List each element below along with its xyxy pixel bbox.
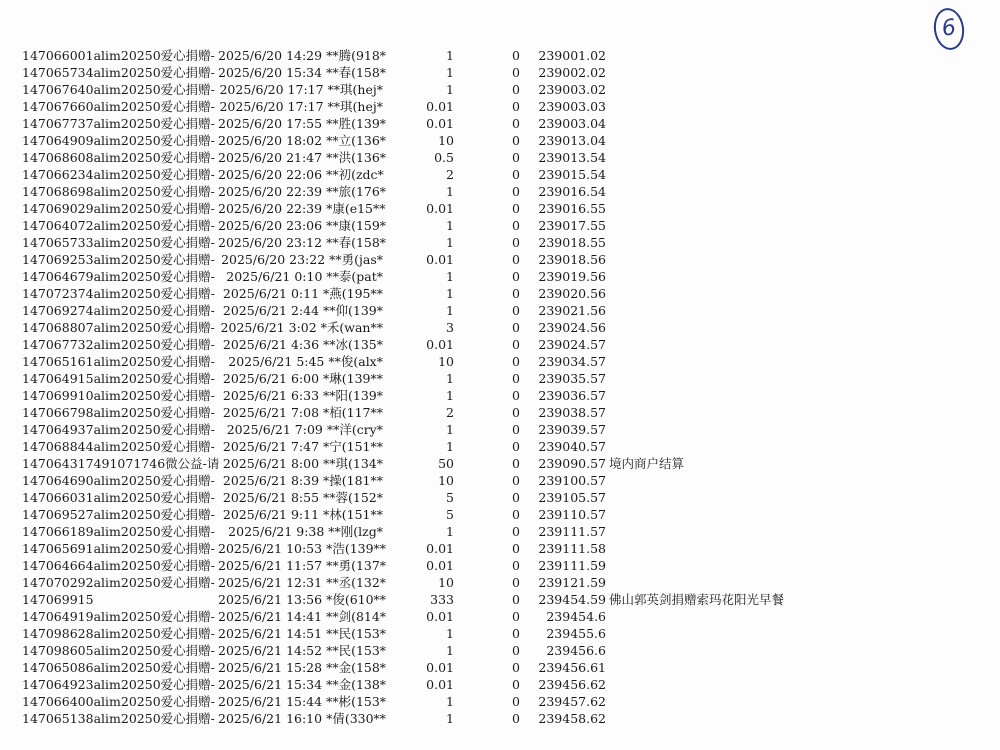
expense-cell: 0 [512,65,520,80]
expense-cell: 0 [512,490,520,505]
expense-cell: 0 [512,82,520,97]
time-donor-cell: 2025/6/21 8:39 *操(181** [222,473,383,488]
time-donor-cell: 2025/6/21 7:08 *栢(117** [222,405,383,420]
expense-cell: 0 [512,184,520,199]
order-cell: 147064915alim20250爱心捐赠- [22,371,215,386]
order-cell: 147064909alim20250爱心捐赠- [22,133,215,148]
balance-cell: 239458.62 [538,711,606,726]
order-cell: 147067732alim20250爱心捐赠- [22,337,215,352]
amount-cell: 1 [446,218,454,233]
expense-cell: 0 [512,286,520,301]
order-cell: 147064317491071746微公益-请 [22,456,220,471]
amount-cell: 0.01 [426,660,454,675]
balance-cell: 239017.55 [538,218,606,233]
balance-cell: 239013.04 [538,133,606,148]
time-donor-cell: 2025/6/20 14:29 **腾(918* [218,48,387,63]
table-row [0,336,1000,353]
time-donor-cell: 2025/6/20 18:02 **立(136* [218,133,387,148]
balance-cell: 239039.57 [538,422,606,437]
amount-cell: 1 [446,388,454,403]
balance-cell: 239111.59 [538,558,606,573]
time-donor-cell: 2025/6/21 12:31 **丞(132* [218,575,387,590]
expense-cell: 0 [512,303,520,318]
amount-cell: 0.01 [426,558,454,573]
expense-cell: 0 [512,558,520,573]
time-donor-cell: 2025/6/20 21:47 **洪(136* [218,150,387,165]
balance-cell: 239001.02 [538,48,606,63]
table-row [0,183,1000,200]
time-donor-cell: 2025/6/20 22:39 **旅(176* [218,184,387,199]
order-cell: 147064937alim20250爱心捐赠- [22,422,215,437]
table-row [0,625,1000,642]
balance-cell: 239040.57 [538,439,606,454]
amount-cell: 0.5 [434,150,454,165]
balance-cell: 239111.58 [538,541,606,556]
amount-cell: 0.01 [426,677,454,692]
amount-cell: 1 [446,711,454,726]
expense-cell: 0 [512,507,520,522]
balance-cell: 239036.57 [538,388,606,403]
expense-cell: 0 [512,626,520,641]
balance-cell: 239015.54 [538,167,606,182]
table-row [0,404,1000,421]
order-cell: 147070292alim20250爱心捐赠- [22,575,215,590]
time-donor-cell: 2025/6/21 4:36 **冰(135* [222,337,383,352]
balance-cell: 239002.02 [538,65,606,80]
table-row [0,370,1000,387]
expense-cell: 0 [512,677,520,692]
table-row [0,319,1000,336]
expense-cell: 0 [512,116,520,131]
table-row [0,217,1000,234]
amount-cell: 1 [446,371,454,386]
time-donor-cell: 2025/6/20 23:12 **春(158* [218,235,387,250]
table-row [0,268,1000,285]
expense-cell: 0 [512,541,520,556]
amount-cell: 0.01 [426,116,454,131]
balance-cell: 239016.55 [538,201,606,216]
amount-cell: 50 [438,456,454,471]
expense-cell: 0 [512,456,520,471]
table-row [0,489,1000,506]
order-cell: 147068844alim20250爱心捐赠- [22,439,215,454]
balance-cell: 239024.56 [538,320,606,335]
amount-cell: 10 [438,575,454,590]
table-row [0,353,1000,370]
amount-cell: 0.01 [426,201,454,216]
amount-cell: 3 [446,320,454,335]
order-cell: 147064923alim20250爱心捐赠- [22,677,215,692]
balance-cell: 239034.57 [538,354,606,369]
time-donor-cell: 2025/6/21 6:33 **阳(139* [222,388,383,403]
time-donor-cell: 2025/6/21 9:11 *林(151** [222,507,383,522]
time-donor-cell: 2025/6/21 15:28 **金(158* [218,660,387,675]
table-row [0,710,1000,727]
time-donor-cell: 2025/6/20 23:06 **康(159* [218,218,387,233]
balance-cell: 239035.57 [538,371,606,386]
expense-cell: 0 [512,320,520,335]
order-cell: 147098628alim20250爱心捐赠- [22,626,215,641]
amount-cell: 5 [446,507,454,522]
table-row [0,47,1000,64]
order-cell: 147068698alim20250爱心捐赠- [22,184,215,199]
time-donor-cell: 2025/6/20 22:39 *康(e15** [218,201,386,216]
order-cell: 147065138alim20250爱心捐赠- [22,711,215,726]
time-donor-cell: 2025/6/21 16:10 *倩(330** [218,711,387,726]
time-donor-cell: 2025/6/21 6:00 *琳(139** [222,371,383,386]
order-cell: 147064679alim20250爱心捐赠- [22,269,215,284]
balance-cell: 239003.04 [538,116,606,131]
amount-cell: 1 [446,82,454,97]
balance-cell: 239110.57 [538,507,606,522]
balance-cell: 239100.57 [538,473,606,488]
order-cell: 147065733alim20250爱心捐赠- [22,235,215,250]
amount-cell: 0.01 [426,337,454,352]
donation-ledger [0,47,1000,727]
amount-cell: 2 [446,405,454,420]
balance-cell: 239105.57 [538,490,606,505]
time-donor-cell: 2025/6/21 7:47 *宁(151** [222,439,383,454]
expense-cell: 0 [512,48,520,63]
time-donor-cell: 2025/6/21 9:38 **刚(lzg* [228,524,383,539]
amount-cell: 1 [446,626,454,641]
expense-cell: 0 [512,354,520,369]
expense-cell: 0 [512,99,520,114]
balance-cell: 239090.57 [538,456,606,471]
amount-cell: 1 [446,235,454,250]
order-cell: 147066234alim20250爱心捐赠- [22,167,215,182]
table-row [0,302,1000,319]
order-cell: 147066400alim20250爱心捐赠- [22,694,215,709]
table-row [0,472,1000,489]
order-cell: 147069915 [22,592,94,607]
expense-cell: 0 [512,439,520,454]
table-row [0,251,1000,268]
time-donor-cell: 2025/6/21 15:44 **彬(153* [218,694,387,709]
expense-cell: 0 [512,252,520,267]
table-row [0,574,1000,591]
expense-cell: 0 [512,660,520,675]
order-cell: 147068608alim20250爱心捐赠- [22,150,215,165]
amount-cell: 10 [438,133,454,148]
table-row [0,591,1000,608]
time-donor-cell: 2025/6/21 10:53 *浩(139** [218,541,387,556]
balance-cell: 239121.59 [538,575,606,590]
expense-cell: 0 [512,218,520,233]
amount-cell: 1 [446,524,454,539]
balance-cell: 239021.56 [538,303,606,318]
time-donor-cell: 2025/6/21 3:02 *禾(wan** [220,320,383,335]
order-cell: 147066001alim20250爱心捐赠- [22,48,215,63]
table-row [0,81,1000,98]
order-cell: 147067660alim20250爱心捐赠- [22,99,215,114]
balance-cell: 239454.59 [538,592,606,607]
time-donor-cell: 2025/6/21 0:11 *燕(195** [222,286,383,301]
order-cell: 147064072alim20250爱心捐赠- [22,218,215,233]
amount-cell: 1 [446,422,454,437]
expense-cell: 0 [512,524,520,539]
table-row [0,149,1000,166]
amount-cell: 333 [430,592,454,607]
amount-cell: 1 [446,439,454,454]
time-donor-cell: 2025/6/20 17:55 **胜(139* [218,116,387,131]
expense-cell: 0 [512,473,520,488]
expense-cell: 0 [512,269,520,284]
time-donor-cell: 2025/6/21 7:09 **洋(cry* [226,422,383,437]
table-row [0,200,1000,217]
table-row [0,506,1000,523]
order-cell: 147098605alim20250爱心捐赠- [22,643,215,658]
table-row [0,557,1000,574]
table-row [0,608,1000,625]
table-row [0,523,1000,540]
order-cell: 147065691alim20250爱心捐赠- [22,541,215,556]
table-row [0,438,1000,455]
order-cell: 147064690alim20250爱心捐赠- [22,473,215,488]
amount-cell: 1 [446,269,454,284]
balance-cell: 239013.54 [538,150,606,165]
time-donor-cell: 2025/6/21 5:45 **俊(alx* [228,354,383,369]
expense-cell: 0 [512,711,520,726]
order-cell: 147069253alim20250爱心捐赠- [22,252,215,267]
expense-cell: 0 [512,150,520,165]
amount-cell: 0.01 [426,541,454,556]
table-row [0,455,1000,472]
balance-cell: 239020.56 [538,286,606,301]
amount-cell: 1 [446,48,454,63]
balance-cell: 239456.6 [546,643,606,658]
table-row [0,285,1000,302]
amount-cell: 1 [446,303,454,318]
time-donor-cell: 2025/6/21 13:56 *俊(610** [218,592,387,607]
order-cell: 147069029alim20250爱心捐赠- [22,201,215,216]
order-cell: 147072374alim20250爱心捐赠- [22,286,215,301]
time-donor-cell: 2025/6/20 17:17 **琪(hej* [219,82,383,97]
time-donor-cell: 2025/6/21 11:57 **勇(137* [218,558,387,573]
balance-cell: 239024.57 [538,337,606,352]
order-cell: 147069910alim20250爱心捐赠- [22,388,215,403]
table-row [0,540,1000,557]
order-cell: 147069527alim20250爱心捐赠- [22,507,215,522]
table-row [0,132,1000,149]
amount-cell: 1 [446,694,454,709]
expense-cell: 0 [512,371,520,386]
time-donor-cell: 2025/6/20 23:22 **勇(jas* [221,252,383,267]
handwritten-page-number: 6 [931,6,967,52]
table-row [0,421,1000,438]
table-row [0,642,1000,659]
table-row [0,676,1000,693]
time-donor-cell: 2025/6/20 22:06 **初(zdc* [218,167,384,182]
time-donor-cell: 2025/6/21 14:41 **剑(814* [218,609,387,624]
balance-cell: 239038.57 [538,405,606,420]
time-donor-cell: 2025/6/20 15:34 **春(158* [218,65,387,80]
note-cell: 佛山郭英剑捐赠索玛花阳光早餐 [609,592,785,607]
expense-cell: 0 [512,643,520,658]
expense-cell: 0 [512,201,520,216]
amount-cell: 0.01 [426,252,454,267]
expense-cell: 0 [512,592,520,607]
balance-cell: 239016.54 [538,184,606,199]
order-cell: 147068807alim20250爱心捐赠- [22,320,215,335]
amount-cell: 0.01 [426,609,454,624]
amount-cell: 1 [446,286,454,301]
note-cell: 境内商户结算 [609,456,685,471]
order-cell: 147067737alim20250爱心捐赠- [22,116,215,131]
table-row [0,64,1000,81]
order-cell: 147067640alim20250爱心捐赠- [22,82,215,97]
balance-cell: 239455.6 [546,626,606,641]
balance-cell: 239456.62 [538,677,606,692]
balance-cell: 239003.03 [538,99,606,114]
order-cell: 147066798alim20250爱心捐赠- [22,405,215,420]
balance-cell: 239018.55 [538,235,606,250]
table-row [0,387,1000,404]
balance-cell: 239454.6 [546,609,606,624]
table-row [0,693,1000,710]
table-row [0,115,1000,132]
time-donor-cell: 2025/6/21 8:00 **琪(134* [222,456,383,471]
expense-cell: 0 [512,337,520,352]
time-donor-cell: 2025/6/21 15:34 **金(138* [218,677,387,692]
time-donor-cell: 2025/6/21 14:52 **民(153* [218,643,387,658]
order-cell: 147069274alim20250爱心捐赠- [22,303,215,318]
amount-cell: 2 [446,167,454,182]
expense-cell: 0 [512,133,520,148]
balance-cell: 239456.61 [538,660,606,675]
expense-cell: 0 [512,235,520,250]
amount-cell: 10 [438,473,454,488]
expense-cell: 0 [512,609,520,624]
table-row [0,98,1000,115]
expense-cell: 0 [512,694,520,709]
balance-cell: 239003.02 [538,82,606,97]
expense-cell: 0 [512,575,520,590]
balance-cell: 239111.57 [538,524,606,539]
order-cell: 147064919alim20250爱心捐赠- [22,609,215,624]
order-cell: 147065734alim20250爱心捐赠- [22,65,215,80]
amount-cell: 10 [438,354,454,369]
amount-cell: 1 [446,643,454,658]
amount-cell: 1 [446,65,454,80]
expense-cell: 0 [512,422,520,437]
time-donor-cell: 2025/6/21 2:44 **仰(139* [222,303,383,318]
order-cell: 147066189alim20250爱心捐赠- [22,524,215,539]
balance-cell: 239019.56 [538,269,606,284]
order-cell: 147066031alim20250爱心捐赠- [22,490,215,505]
amount-cell: 1 [446,184,454,199]
time-donor-cell: 2025/6/20 17:17 **琪(hej* [219,99,383,114]
amount-cell: 0.01 [426,99,454,114]
time-donor-cell: 2025/6/21 8:55 **蓉(152* [222,490,383,505]
table-row [0,234,1000,251]
balance-cell: 239457.62 [538,694,606,709]
time-donor-cell: 2025/6/21 14:51 **民(153* [218,626,387,641]
expense-cell: 0 [512,388,520,403]
balance-cell: 239018.56 [538,252,606,267]
table-row [0,166,1000,183]
amount-cell: 5 [446,490,454,505]
order-cell: 147065161alim20250爱心捐赠- [22,354,215,369]
expense-cell: 0 [512,405,520,420]
order-cell: 147065086alim20250爱心捐赠- [22,660,215,675]
order-cell: 147064664alim20250爱心捐赠- [22,558,215,573]
table-row [0,659,1000,676]
time-donor-cell: 2025/6/21 0:10 **泰(pat* [226,269,383,284]
expense-cell: 0 [512,167,520,182]
